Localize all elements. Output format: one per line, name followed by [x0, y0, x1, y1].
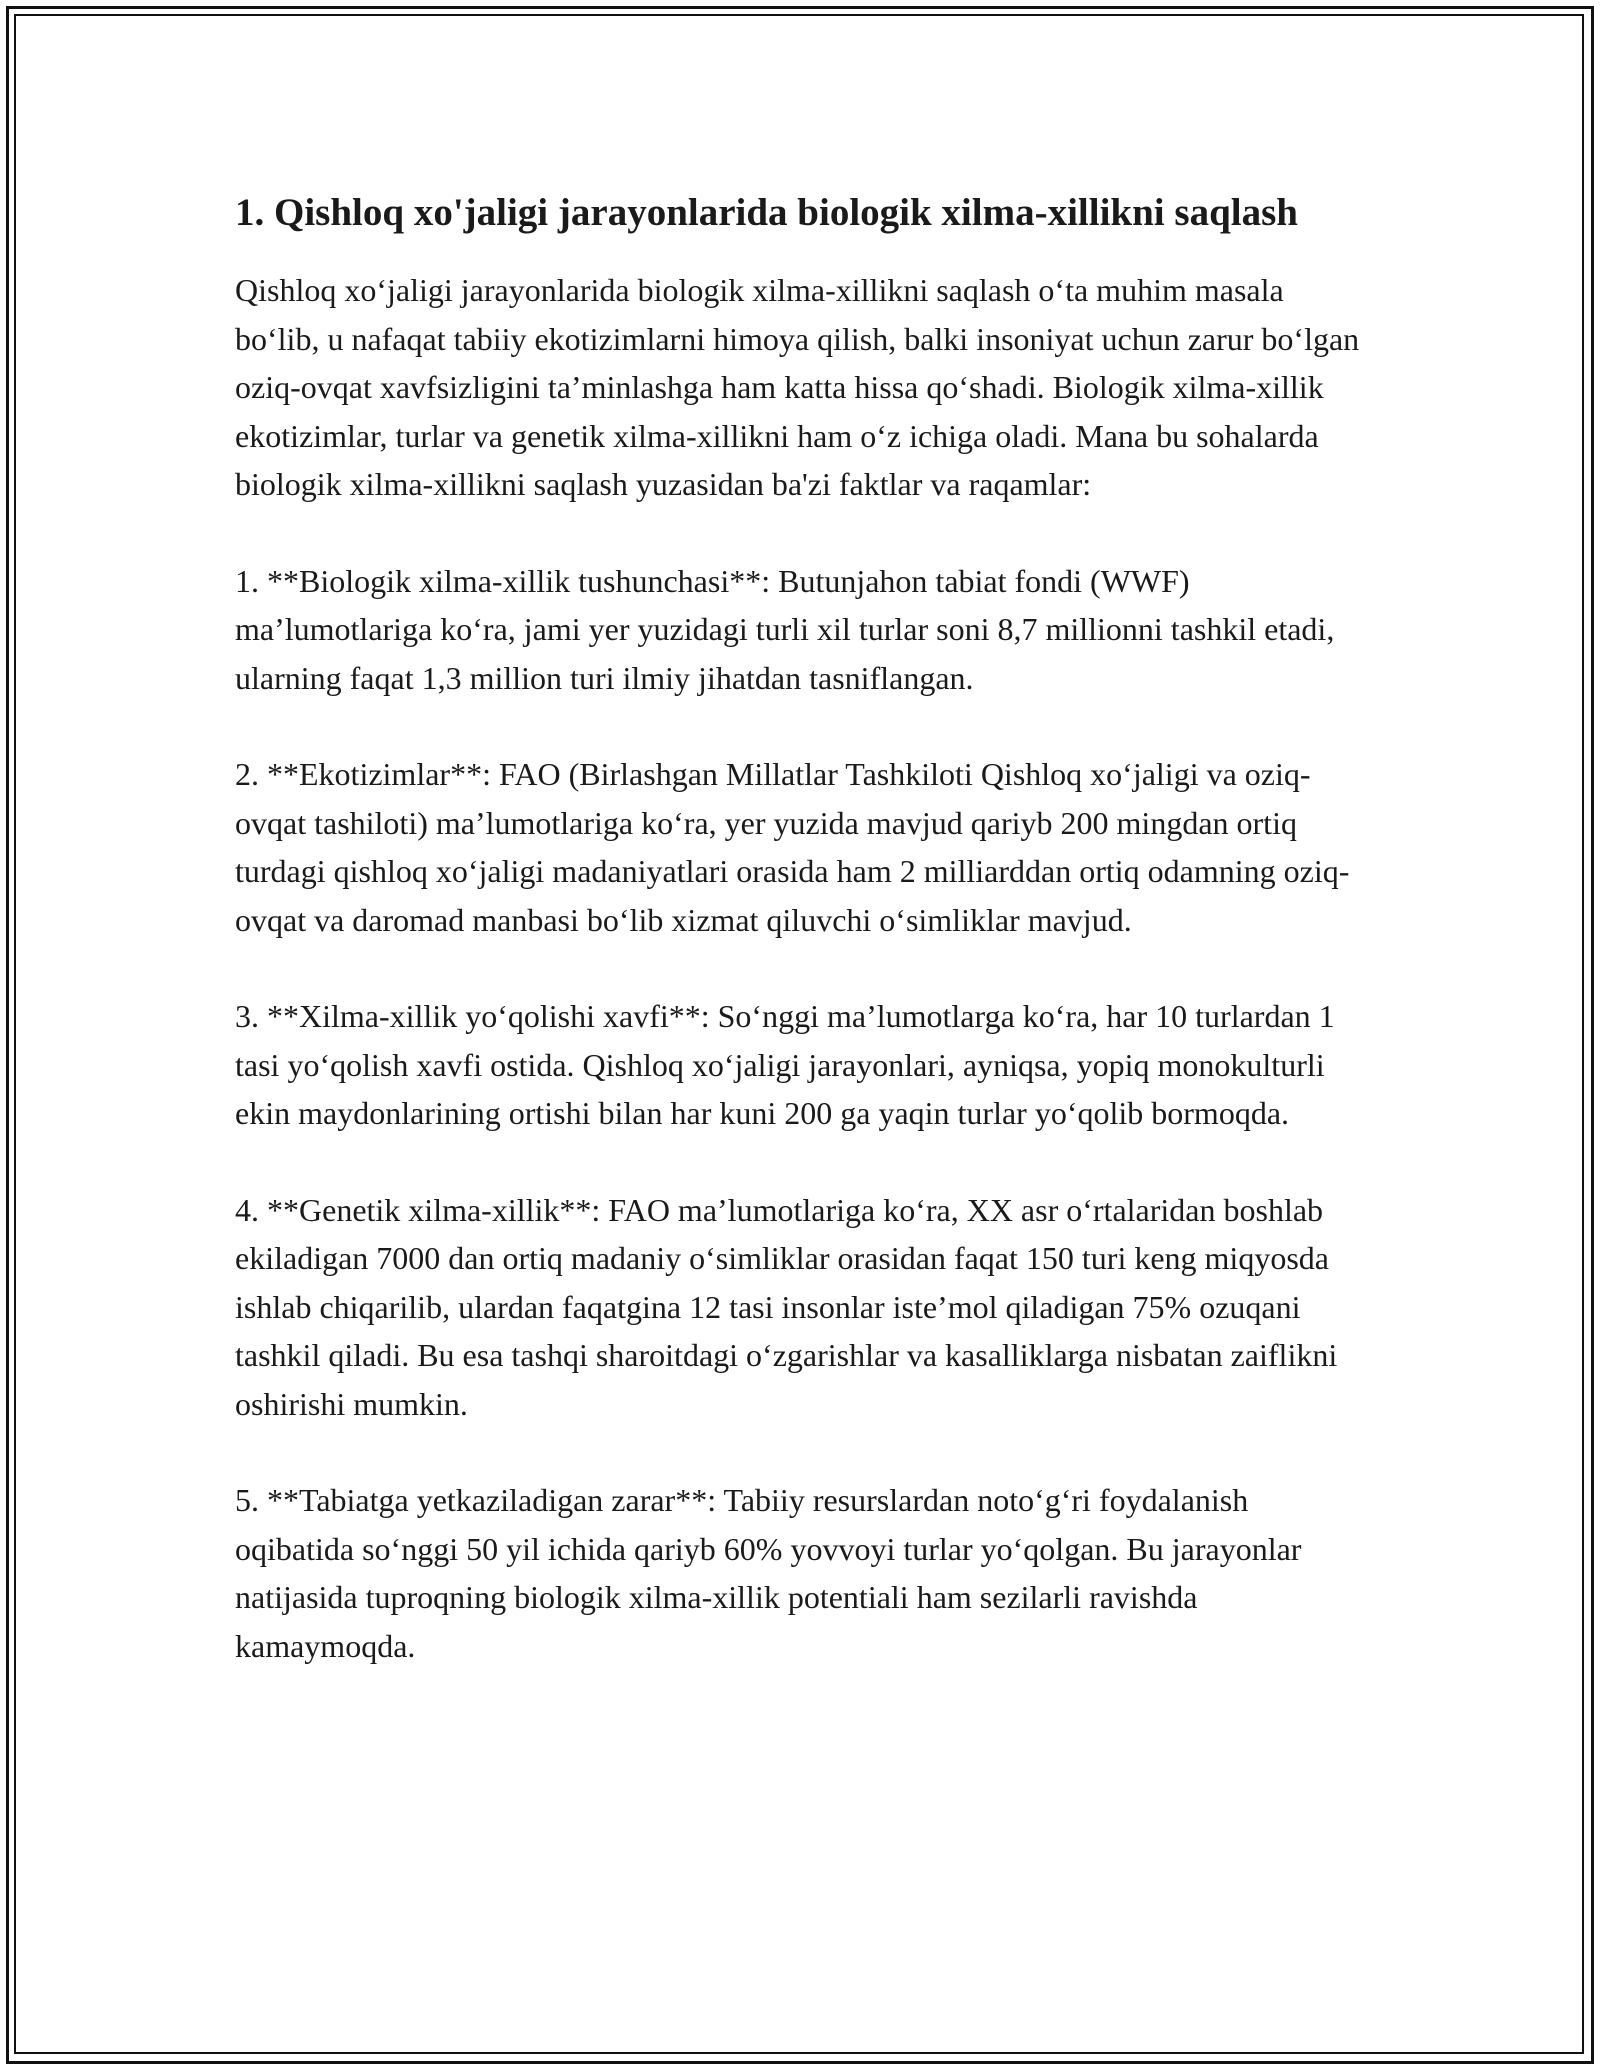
fact-diversity-loss-risk: 3. **Xilma-xillik yoʻqolishi xavfi**: Soʻnggi maʼlumotlarga koʻra, har 10 turlardan 1 tasi yoʻqolish xavfi ostida. Qishloq xoʻjaligi jarayonlari, ayniqsa, yopiq monokulturli ekin maydonlarining ortishi bilan har kuni 200 ga yaqin turlar yoʻqolib bormoqda. — [235, 998, 1335, 1131]
fact-ecosystems: 2. **Ekotizimlar**: FAO (Birlashgan Millatlar Tashkiloti Qishloq xoʻjaligi va oziq-ovqat tashiloti) maʼlumotlariga koʻra, yer yuzida mavjud qariyb 200 mingdan ortiq turdagi qishloq xoʻjaligi madaniyatlari orasida ham 2 milliarddan ortiq odamning oziq-ovqat va daromad manbasi boʻlib xizmat qiluvchi oʻsimliklar mavjud. — [235, 756, 1350, 938]
fact-genetic-diversity: 4. **Genetik xilma-xillik**: FAO maʼlumotlariga koʻra, XX asr oʻrtalaridan boshlab ekiladigan 7000 dan ortiq madaniy oʻsimliklar orasidan faqat 150 turi keng miqyosda ishlab chiqarilib, ulardan faqatgina 12 tasi insonlar isteʼmol qiladigan 75% ozuqani tashkil qiladi. Bu esa tashqi sharoitdagi oʻzgarishlar va kasalliklarga nisbatan zaiflikni oshirishi mumkin. — [235, 1191, 1338, 1422]
intro-paragraph: Qishloq xoʻjaligi jarayonlarida biologik xilma-xillikni saqlash oʻta muhim masala boʻlib, u nafaqat tabiiy ekotizimlarni himoya qilish, balki insoniyat uchun zarur boʻlgan oziq-ovqat xavfsizligini taʼminlashga ham katta hissa qoʻshadi. Biologik xilma-xillik ekotizimlar, turlar va genetik xilma-xillikni ham oʻz ichiga oladi. Mana bu sohalarda biologik xilma-xillikni saqlash yuzasidan ba'zi faktlar va raqamlar: — [235, 272, 1360, 502]
fact-biodiversity-concept: 1. **Biologik xilma-xillik tushunchasi**: Butunjahon tabiat fondi (WWF) maʼlumotlariga koʻra, jami yer yuzidagi turli xil turlar soni 8,7 millionni tashkil etadi, ularning faqat 1,3 million turi ilmiy jihatdan tasniflangan. — [235, 562, 1335, 696]
fact-nature-damage: 5. **Tabiatga yetkaziladigan zarar**: Tabiiy resurslardan notoʻgʻri foydalanish oqibatida soʻnggi 50 yil ichida qariyb 60% yovvoyi turlar yoʻqolgan. Bu jarayonlar natijasida tuproqning biologik xilma-xillik potentiali ham sezilarli ravishda kamaymoqda. — [235, 1482, 1302, 1664]
document-title: 1. Qishloq xo'jaligi jarayonlarida biologik xilma-xillikni saqlash — [235, 191, 1298, 234]
document-body — [235, 186, 1375, 1718]
